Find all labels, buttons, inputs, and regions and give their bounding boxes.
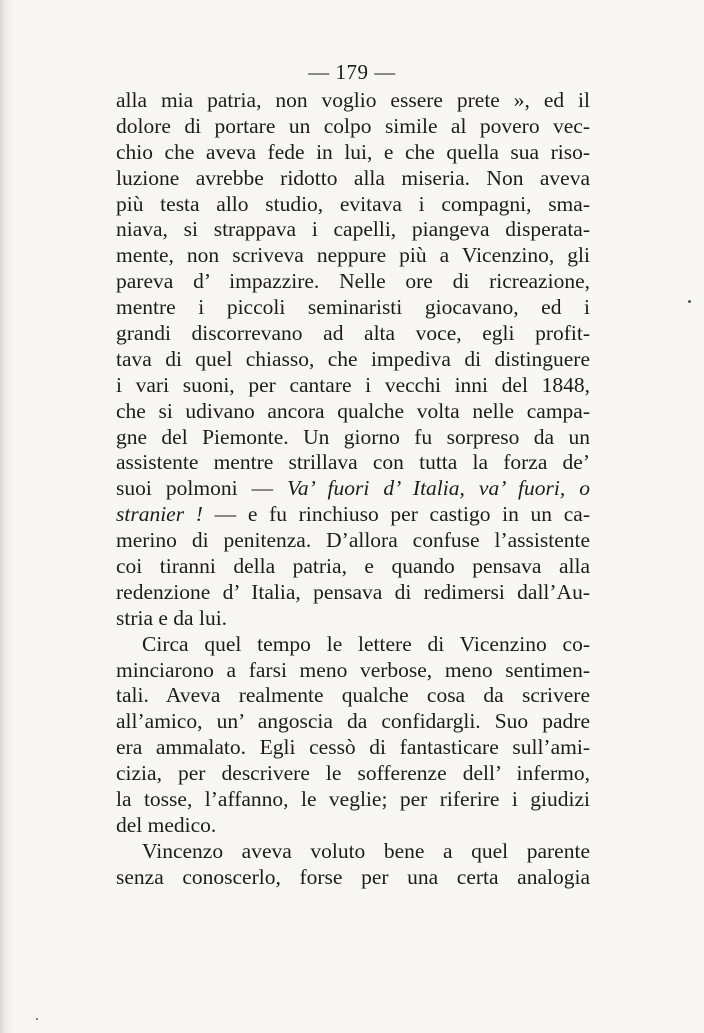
text-line: merino di penitenza. D’allora confuse l’assistente	[116, 528, 590, 553]
text-run: suoi polmoni —	[116, 476, 288, 501]
page-number: — 179 —	[308, 60, 396, 84]
text-line: luzione avrebbe ridotto alla miseria. Non aveva	[116, 165, 590, 190]
text-line: gne del Piemonte. Un giorno fu sorpreso da un	[116, 424, 590, 449]
text-line: che si udivano ancora qualche volta nelle campa-	[116, 398, 590, 423]
text-line: stria e da lui.	[116, 605, 228, 630]
text-line	[116, 502, 590, 528]
text-line: mente, non scriveva neppure più a Vicenzino, gli	[116, 243, 590, 268]
song-quote: stranier !	[116, 502, 203, 527]
body-text	[116, 88, 590, 891]
text-line: cizia, per descrivere le sofferenze dell’ infermo,	[116, 761, 590, 786]
text-line: Vincenzo aveva voluto bene a quel parente	[142, 838, 590, 863]
paper-speck	[688, 300, 691, 303]
paper-speck	[36, 1018, 38, 1020]
text-line: tava di quel chiasso, che impediva di distinguere	[116, 346, 590, 371]
text-line: del medico.	[116, 812, 217, 837]
text-line: senza conoscerlo, forse per una certa analogia	[116, 864, 590, 889]
text-line: chio che aveva fede in lui, e che quella sua riso-	[116, 139, 590, 164]
song-quote: Va’ fuori d’ Italia, va’ fuori, o	[287, 476, 590, 501]
text-line: più testa allo studio, evitava i compagni, sma-	[116, 191, 590, 216]
text-line: Circa quel tempo le lettere di Vicenzino co-	[142, 631, 590, 656]
text-line: pareva d’ impazzire. Nelle ore di ricreazione,	[116, 269, 590, 294]
text-line: tali. Aveva realmente qualche cosa da scrivere	[116, 683, 590, 708]
text-line: la tosse, l’affanno, le veglie; per riferire i giudizi	[116, 787, 590, 812]
text-line: coi tiranni della patria, e quando pensava alla	[116, 554, 590, 579]
text-line: grandi discorrevano ad alta voce, egli profit-	[116, 321, 590, 346]
text-line: all’amico, un’ angoscia da confidargli. Suo padre	[116, 709, 590, 734]
text-run: — e fu rinchiuso per castigo in un ca-	[202, 502, 590, 527]
text-line: alla mia patria, non voglio essere prete », ed il	[116, 88, 590, 112]
text-line: niava, si strappava i capelli, piangeva disperata-	[116, 217, 590, 242]
text-line: dolore di portare un colpo simile al povero vec-	[116, 113, 590, 138]
text-line: assistente mentre strillava con tutta la forza de’	[116, 450, 590, 475]
text-line: i vari suoni, per cantare i vecchi inni del 1848,	[116, 372, 590, 397]
text-line: minciarono a farsi meno verbose, meno sentimen-	[116, 657, 590, 682]
text-line	[116, 476, 590, 502]
text-line: era ammalato. Egli cessò di fantasticare sull’ami-	[116, 735, 590, 760]
text-line: mentre i piccoli seminaristi giocavano, ed i	[116, 295, 590, 320]
text-line: redenzione d’ Italia, pensava di redimersi dall’Au-	[116, 579, 590, 604]
